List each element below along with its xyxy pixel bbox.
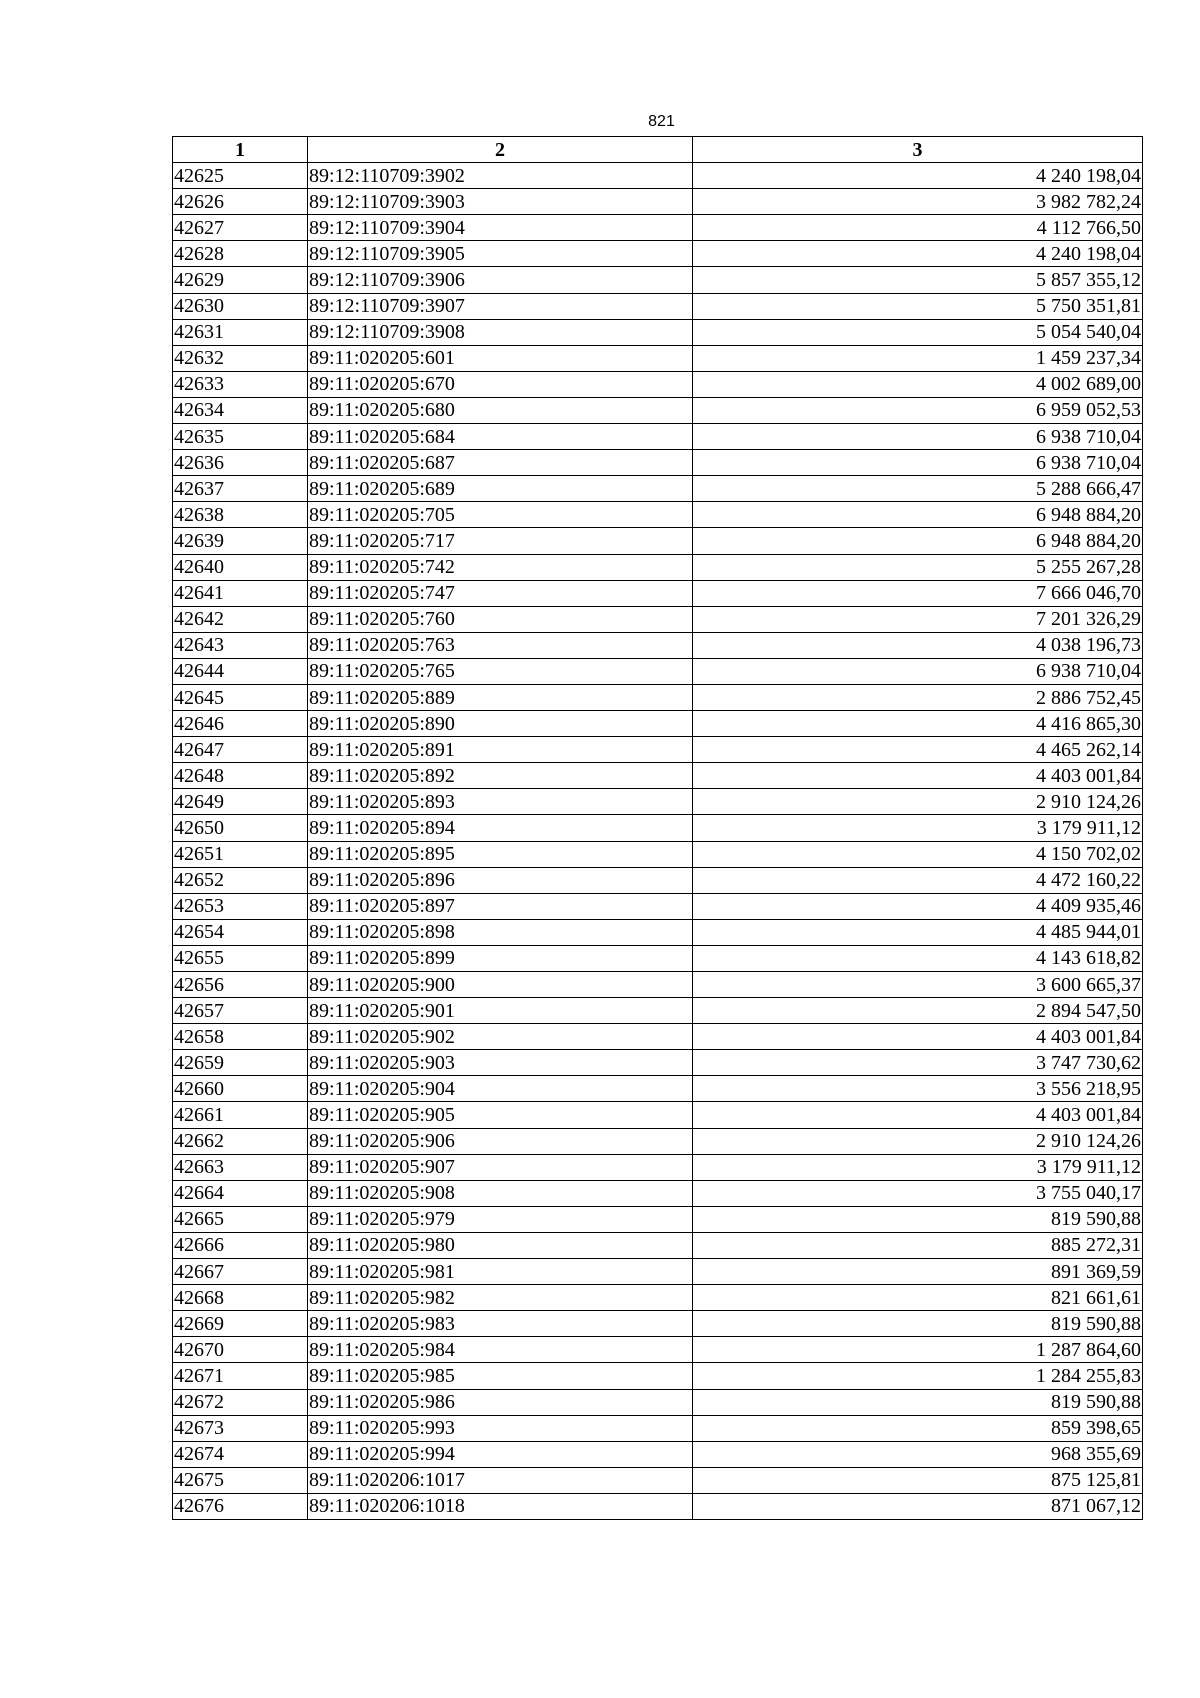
row-number-cell: 42636 — [173, 450, 308, 476]
value-cell: 2 894 547,50 — [693, 998, 1143, 1024]
row-number-cell: 42650 — [173, 815, 308, 841]
value-cell: 3 600 665,37 — [693, 972, 1143, 998]
cadastral-number-cell: 89:11:020205:896 — [308, 867, 693, 893]
value-cell: 4 112 766,50 — [693, 215, 1143, 241]
value-cell: 7 201 326,29 — [693, 606, 1143, 632]
table-row — [173, 1232, 1143, 1258]
registry-table — [172, 136, 1143, 1520]
value-cell: 6 948 884,20 — [693, 528, 1143, 554]
cadastral-number-cell: 89:11:020205:601 — [308, 345, 693, 371]
value-cell: 3 179 911,12 — [693, 1154, 1143, 1180]
value-cell: 2 886 752,45 — [693, 684, 1143, 710]
header-row — [173, 137, 1143, 163]
row-number-cell: 42666 — [173, 1232, 308, 1258]
row-number-cell: 42665 — [173, 1206, 308, 1232]
column-header-3: 3 — [693, 137, 1143, 163]
value-cell: 7 666 046,70 — [693, 580, 1143, 606]
row-number-cell: 42628 — [173, 241, 308, 267]
row-number-cell: 42675 — [173, 1467, 308, 1493]
table-row — [173, 1154, 1143, 1180]
table-row — [173, 1259, 1143, 1285]
cadastral-number-cell: 89:11:020205:893 — [308, 789, 693, 815]
table-row — [173, 1363, 1143, 1389]
row-number-cell: 42674 — [173, 1441, 308, 1467]
row-number-cell: 42644 — [173, 658, 308, 684]
table-row — [173, 841, 1143, 867]
value-cell: 4 038 196,73 — [693, 632, 1143, 658]
cadastral-number-cell: 89:11:020205:903 — [308, 1050, 693, 1076]
table-row — [173, 450, 1143, 476]
cadastral-number-cell: 89:11:020205:981 — [308, 1259, 693, 1285]
cadastral-number-cell: 89:11:020205:894 — [308, 815, 693, 841]
table-row — [173, 345, 1143, 371]
row-number-cell: 42655 — [173, 945, 308, 971]
table-row — [173, 1415, 1143, 1441]
table-row — [173, 1180, 1143, 1206]
value-cell: 819 590,88 — [693, 1206, 1143, 1232]
table-row — [173, 1206, 1143, 1232]
row-number-cell: 42654 — [173, 919, 308, 945]
cadastral-number-cell: 89:11:020205:705 — [308, 502, 693, 528]
row-number-cell: 42642 — [173, 606, 308, 632]
table-row — [173, 737, 1143, 763]
cadastral-number-cell: 89:11:020205:689 — [308, 476, 693, 502]
row-number-cell: 42638 — [173, 502, 308, 528]
row-number-cell: 42667 — [173, 1259, 308, 1285]
cadastral-number-cell: 89:11:020205:892 — [308, 763, 693, 789]
value-cell: 4 240 198,04 — [693, 163, 1143, 189]
value-cell: 6 938 710,04 — [693, 450, 1143, 476]
cadastral-number-cell: 89:11:020205:891 — [308, 737, 693, 763]
cadastral-number-cell: 89:11:020205:982 — [308, 1285, 693, 1311]
table-row — [173, 293, 1143, 319]
table-row — [173, 1311, 1143, 1337]
table-row — [173, 1102, 1143, 1128]
table-row — [173, 789, 1143, 815]
value-cell: 1 287 864,60 — [693, 1337, 1143, 1363]
cadastral-number-cell: 89:11:020205:905 — [308, 1102, 693, 1128]
value-cell: 5 054 540,04 — [693, 319, 1143, 345]
value-cell: 2 910 124,26 — [693, 1128, 1143, 1154]
table-row — [173, 972, 1143, 998]
row-number-cell: 42625 — [173, 163, 308, 189]
row-number-cell: 42672 — [173, 1389, 308, 1415]
cadastral-number-cell: 89:11:020205:983 — [308, 1311, 693, 1337]
value-cell: 5 750 351,81 — [693, 293, 1143, 319]
cadastral-number-cell: 89:11:020205:680 — [308, 397, 693, 423]
cadastral-number-cell: 89:11:020205:747 — [308, 580, 693, 606]
table-row — [173, 919, 1143, 945]
row-number-cell: 42633 — [173, 371, 308, 397]
value-cell: 968 355,69 — [693, 1441, 1143, 1467]
table-row — [173, 684, 1143, 710]
value-cell: 875 125,81 — [693, 1467, 1143, 1493]
value-cell: 819 590,88 — [693, 1389, 1143, 1415]
value-cell: 4 403 001,84 — [693, 763, 1143, 789]
row-number-cell: 42632 — [173, 345, 308, 371]
table-header — [173, 137, 1143, 163]
value-cell: 891 369,59 — [693, 1259, 1143, 1285]
row-number-cell: 42660 — [173, 1076, 308, 1102]
row-number-cell: 42645 — [173, 684, 308, 710]
value-cell: 859 398,65 — [693, 1415, 1143, 1441]
row-number-cell: 42648 — [173, 763, 308, 789]
table-row — [173, 502, 1143, 528]
column-header-1: 1 — [173, 137, 308, 163]
cadastral-number-cell: 89:11:020205:902 — [308, 1024, 693, 1050]
page-number: 821 — [648, 113, 675, 130]
cadastral-number-cell: 89:11:020205:993 — [308, 1415, 693, 1441]
row-number-cell: 42661 — [173, 1102, 308, 1128]
table-row — [173, 554, 1143, 580]
table-row — [173, 711, 1143, 737]
value-cell: 4 150 702,02 — [693, 841, 1143, 867]
table-row — [173, 998, 1143, 1024]
table-row — [173, 189, 1143, 215]
value-cell: 6 959 052,53 — [693, 397, 1143, 423]
row-number-cell: 42664 — [173, 1180, 308, 1206]
value-cell: 6 938 710,04 — [693, 658, 1143, 684]
row-number-cell: 42643 — [173, 632, 308, 658]
cadastral-number-cell: 89:11:020206:1018 — [308, 1493, 693, 1519]
row-number-cell: 42626 — [173, 189, 308, 215]
value-cell: 5 288 666,47 — [693, 476, 1143, 502]
row-number-cell: 42634 — [173, 397, 308, 423]
table-row — [173, 580, 1143, 606]
table-row — [173, 1337, 1143, 1363]
cadastral-number-cell: 89:11:020205:901 — [308, 998, 693, 1024]
table-row — [173, 424, 1143, 450]
cadastral-number-cell: 89:11:020205:985 — [308, 1363, 693, 1389]
value-cell: 885 272,31 — [693, 1232, 1143, 1258]
cadastral-number-cell: 89:11:020205:742 — [308, 554, 693, 580]
value-cell: 5 255 267,28 — [693, 554, 1143, 580]
row-number-cell: 42637 — [173, 476, 308, 502]
table-row — [173, 893, 1143, 919]
value-cell: 4 416 865,30 — [693, 711, 1143, 737]
row-number-cell: 42662 — [173, 1128, 308, 1154]
cadastral-number-cell: 89:12:110709:3908 — [308, 319, 693, 345]
value-cell: 6 938 710,04 — [693, 424, 1143, 450]
table-row — [173, 215, 1143, 241]
table-row — [173, 763, 1143, 789]
table-row — [173, 476, 1143, 502]
cadastral-number-cell: 89:11:020205:760 — [308, 606, 693, 632]
row-number-cell: 42627 — [173, 215, 308, 241]
value-cell: 4 403 001,84 — [693, 1024, 1143, 1050]
value-cell: 4 143 618,82 — [693, 945, 1143, 971]
row-number-cell: 42631 — [173, 319, 308, 345]
table-row — [173, 867, 1143, 893]
cadastral-number-cell: 89:11:020205:717 — [308, 528, 693, 554]
value-cell: 3 747 730,62 — [693, 1050, 1143, 1076]
table-row — [173, 1024, 1143, 1050]
row-number-cell: 42649 — [173, 789, 308, 815]
cadastral-number-cell: 89:12:110709:3904 — [308, 215, 693, 241]
value-cell: 1 284 255,83 — [693, 1363, 1143, 1389]
table-row — [173, 319, 1143, 345]
value-cell: 2 910 124,26 — [693, 789, 1143, 815]
table-row — [173, 397, 1143, 423]
row-number-cell: 42629 — [173, 267, 308, 293]
cadastral-number-cell: 89:11:020205:984 — [308, 1337, 693, 1363]
value-cell: 821 661,61 — [693, 1285, 1143, 1311]
cadastral-number-cell: 89:11:020205:897 — [308, 893, 693, 919]
value-cell: 4 465 262,14 — [693, 737, 1143, 763]
table-row — [173, 658, 1143, 684]
cadastral-number-cell: 89:11:020205:980 — [308, 1232, 693, 1258]
row-number-cell: 42669 — [173, 1311, 308, 1337]
value-cell: 4 403 001,84 — [693, 1102, 1143, 1128]
table-row — [173, 1050, 1143, 1076]
cadastral-number-cell: 89:11:020205:994 — [308, 1441, 693, 1467]
table-row — [173, 528, 1143, 554]
row-number-cell: 42639 — [173, 528, 308, 554]
table-row — [173, 163, 1143, 189]
row-number-cell: 42659 — [173, 1050, 308, 1076]
table-row — [173, 241, 1143, 267]
value-cell: 6 948 884,20 — [693, 502, 1143, 528]
row-number-cell: 42663 — [173, 1154, 308, 1180]
table-row — [173, 606, 1143, 632]
row-number-cell: 42635 — [173, 424, 308, 450]
cadastral-number-cell: 89:11:020205:889 — [308, 684, 693, 710]
cadastral-number-cell: 89:11:020205:979 — [308, 1206, 693, 1232]
cadastral-number-cell: 89:12:110709:3907 — [308, 293, 693, 319]
value-cell: 871 067,12 — [693, 1493, 1143, 1519]
table-row — [173, 1128, 1143, 1154]
table-row — [173, 1285, 1143, 1311]
row-number-cell: 42646 — [173, 711, 308, 737]
value-cell: 819 590,88 — [693, 1311, 1143, 1337]
value-cell: 4 002 689,00 — [693, 371, 1143, 397]
row-number-cell: 42647 — [173, 737, 308, 763]
row-number-cell: 42676 — [173, 1493, 308, 1519]
value-cell: 4 485 944,01 — [693, 919, 1143, 945]
table-body — [173, 163, 1143, 1520]
column-header-2: 2 — [308, 137, 693, 163]
cadastral-number-cell: 89:11:020205:765 — [308, 658, 693, 684]
cadastral-number-cell: 89:11:020205:687 — [308, 450, 693, 476]
cadastral-number-cell: 89:12:110709:3903 — [308, 189, 693, 215]
row-number-cell: 42658 — [173, 1024, 308, 1050]
cadastral-number-cell: 89:12:110709:3905 — [308, 241, 693, 267]
row-number-cell: 42668 — [173, 1285, 308, 1311]
table-row — [173, 1467, 1143, 1493]
row-number-cell: 42641 — [173, 580, 308, 606]
cadastral-number-cell: 89:11:020205:907 — [308, 1154, 693, 1180]
cadastral-number-cell: 89:11:020205:898 — [308, 919, 693, 945]
value-cell: 3 556 218,95 — [693, 1076, 1143, 1102]
row-number-cell: 42651 — [173, 841, 308, 867]
table-row — [173, 945, 1143, 971]
value-cell: 3 755 040,17 — [693, 1180, 1143, 1206]
row-number-cell: 42640 — [173, 554, 308, 580]
row-number-cell: 42671 — [173, 1363, 308, 1389]
cadastral-number-cell: 89:11:020205:899 — [308, 945, 693, 971]
value-cell: 3 982 782,24 — [693, 189, 1143, 215]
cadastral-number-cell: 89:12:110709:3906 — [308, 267, 693, 293]
cadastral-number-cell: 89:11:020205:895 — [308, 841, 693, 867]
cadastral-number-cell: 89:11:020205:904 — [308, 1076, 693, 1102]
cadastral-number-cell: 89:11:020205:670 — [308, 371, 693, 397]
table-row — [173, 632, 1143, 658]
cadastral-number-cell: 89:11:020205:684 — [308, 424, 693, 450]
table-row — [173, 267, 1143, 293]
cadastral-number-cell: 89:11:020205:906 — [308, 1128, 693, 1154]
table-row — [173, 815, 1143, 841]
value-cell: 3 179 911,12 — [693, 815, 1143, 841]
row-number-cell: 42653 — [173, 893, 308, 919]
value-cell: 4 409 935,46 — [693, 893, 1143, 919]
value-cell: 4 472 160,22 — [693, 867, 1143, 893]
cadastral-number-cell: 89:11:020205:763 — [308, 632, 693, 658]
row-number-cell: 42656 — [173, 972, 308, 998]
table-row — [173, 1076, 1143, 1102]
value-cell: 4 240 198,04 — [693, 241, 1143, 267]
cadastral-number-cell: 89:11:020205:890 — [308, 711, 693, 737]
table-row — [173, 1493, 1143, 1519]
row-number-cell: 42652 — [173, 867, 308, 893]
cadastral-number-cell: 89:12:110709:3902 — [308, 163, 693, 189]
row-number-cell: 42670 — [173, 1337, 308, 1363]
cadastral-number-cell: 89:11:020205:900 — [308, 972, 693, 998]
row-number-cell: 42630 — [173, 293, 308, 319]
row-number-cell: 42673 — [173, 1415, 308, 1441]
cadastral-number-cell: 89:11:020205:986 — [308, 1389, 693, 1415]
cadastral-number-cell: 89:11:020205:908 — [308, 1180, 693, 1206]
table-row — [173, 1389, 1143, 1415]
value-cell: 1 459 237,34 — [693, 345, 1143, 371]
row-number-cell: 42657 — [173, 998, 308, 1024]
cadastral-number-cell: 89:11:020206:1017 — [308, 1467, 693, 1493]
table-row — [173, 1441, 1143, 1467]
value-cell: 5 857 355,12 — [693, 267, 1143, 293]
table-row — [173, 371, 1143, 397]
